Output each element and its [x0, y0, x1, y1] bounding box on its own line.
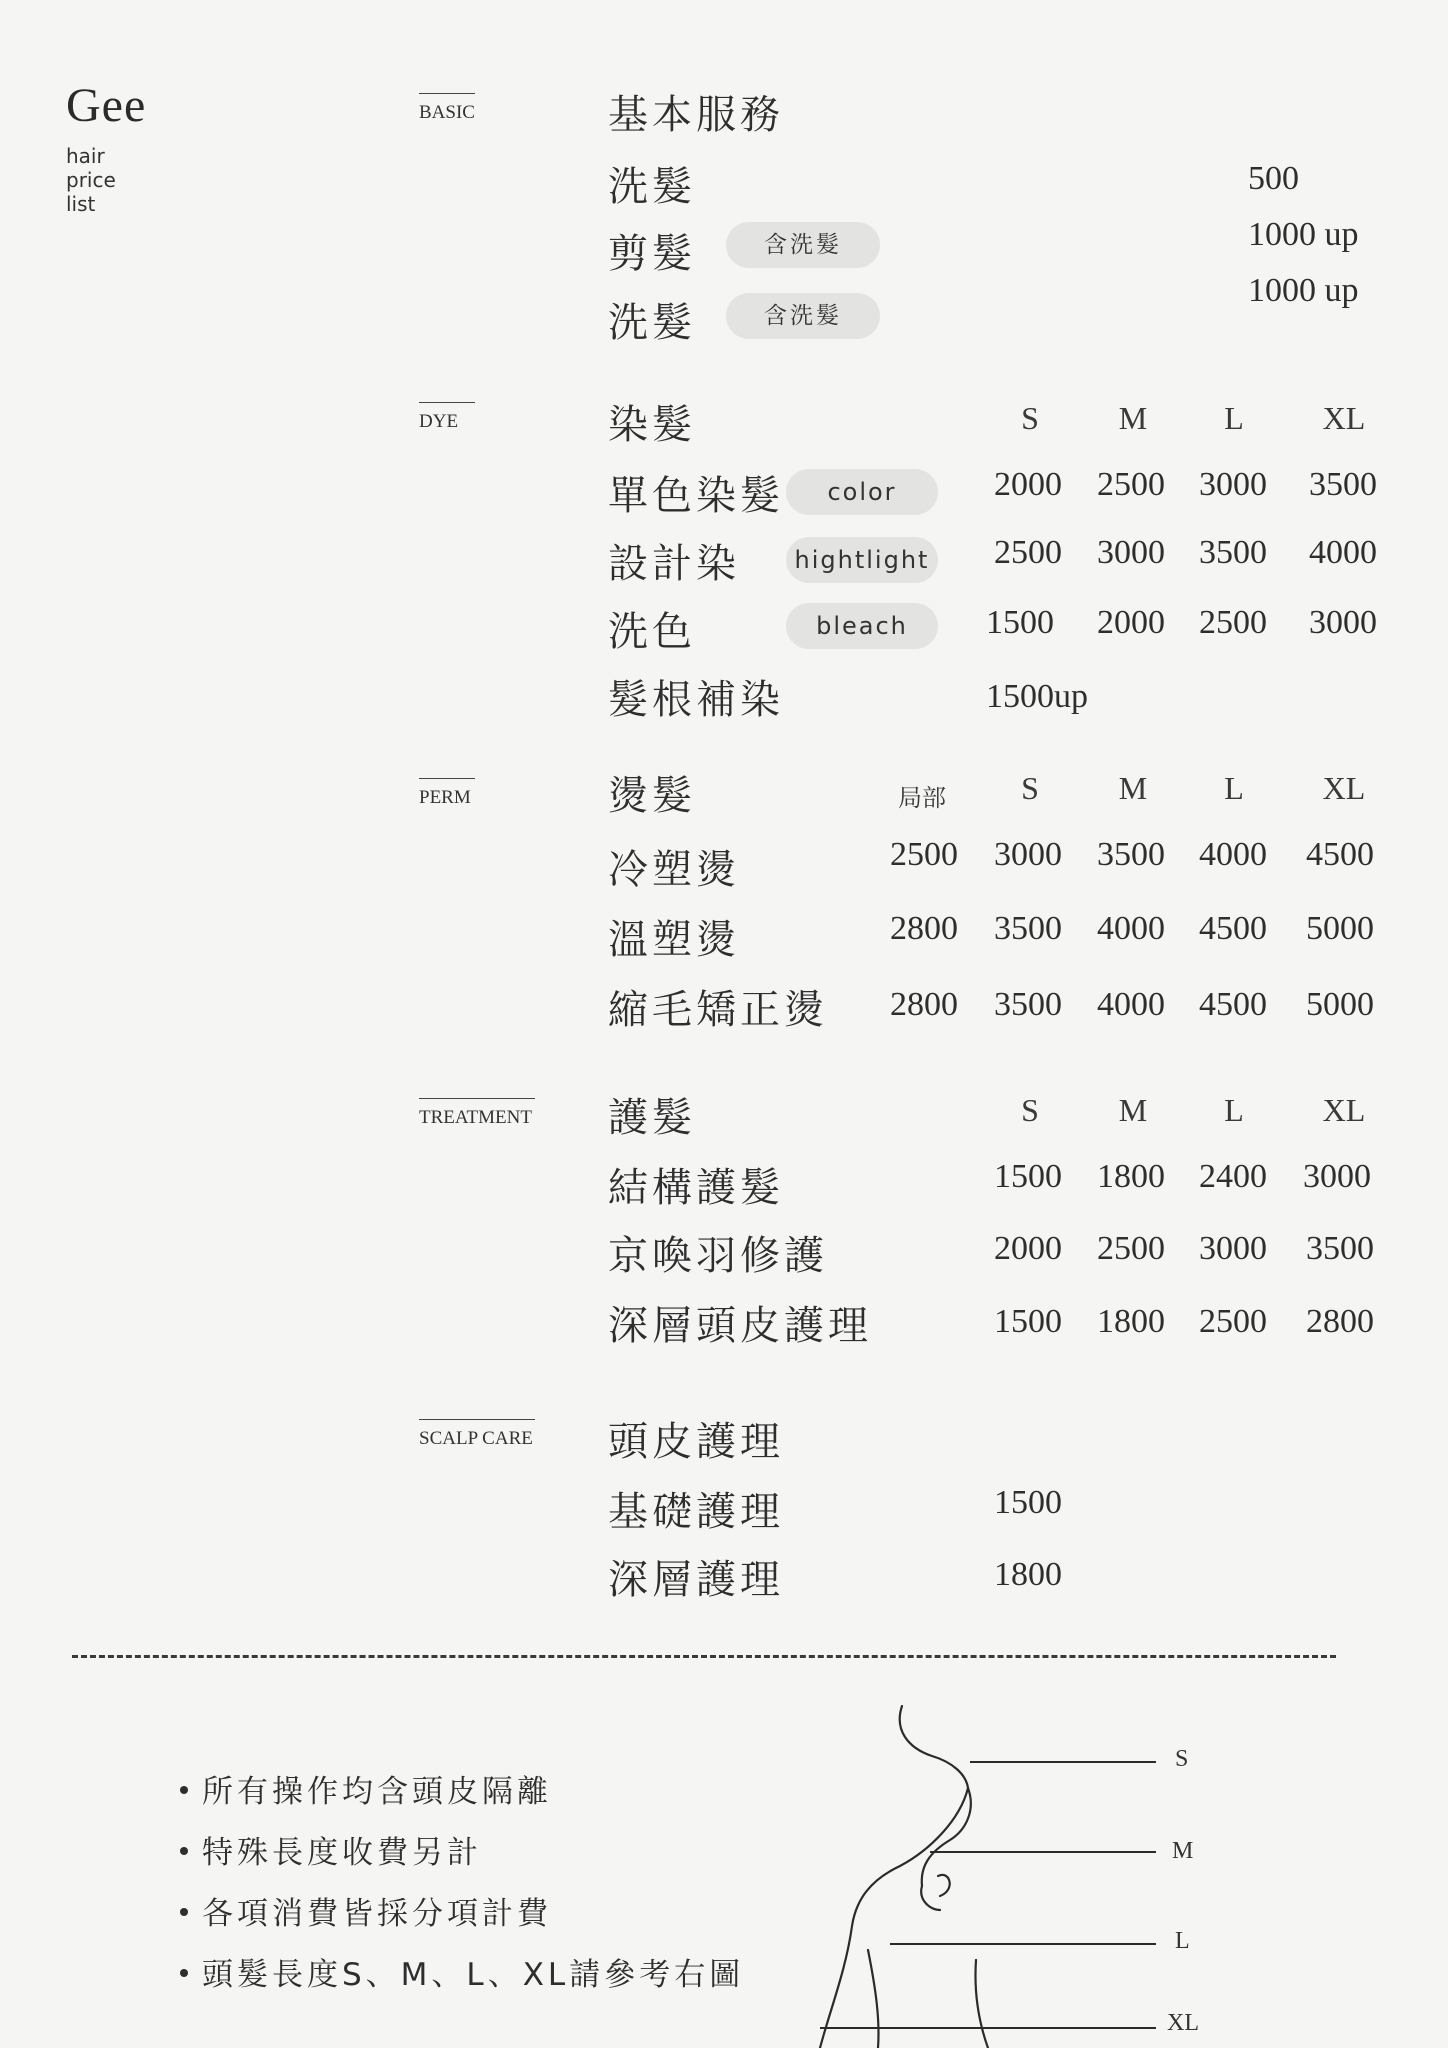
price: 5000	[1306, 910, 1374, 947]
price: 1500	[994, 1303, 1062, 1340]
price: 2500	[890, 836, 958, 873]
note-item	[180, 1949, 744, 1994]
note-text: 特殊長度收費另計	[202, 1835, 482, 1871]
service-name: 深層頭皮護理	[608, 1303, 872, 1349]
price: 1500	[986, 604, 1054, 641]
section-title-treatment: 護髮	[608, 1095, 696, 1141]
service-tag: 含洗髮	[726, 222, 880, 268]
price: 3000	[1303, 1158, 1371, 1195]
size-header: S	[1021, 400, 1039, 436]
size-header: 局部	[898, 784, 946, 812]
bullet-icon	[180, 1847, 188, 1855]
price: 3000	[1309, 604, 1377, 641]
price: 1800	[1097, 1303, 1165, 1340]
size-header: S	[1021, 770, 1039, 806]
section-title-perm: 燙髮	[608, 773, 696, 819]
price: 2400	[1199, 1158, 1267, 1195]
service-tag: 含洗髮	[726, 293, 880, 339]
price: 2500	[1199, 1303, 1267, 1340]
dashed-divider	[72, 1655, 1336, 1658]
service-name: 剪髮	[608, 231, 696, 277]
service-name: 深層護理	[608, 1557, 784, 1603]
price: 4000	[1309, 534, 1377, 571]
size-header: L	[1224, 770, 1244, 806]
price: 3500	[1097, 836, 1165, 873]
section-label-treatment: TREATMENT	[419, 1098, 535, 1129]
service-name: 洗色	[608, 609, 696, 655]
section-label-basic: BASIC	[419, 93, 475, 124]
size-header: XL	[1322, 770, 1366, 806]
price: 2000	[994, 466, 1062, 503]
note-item	[180, 1766, 552, 1811]
note-text: 頭髮長度S、M、L、XL請參考右圖	[202, 1957, 745, 1993]
size-header: XL	[1322, 400, 1366, 436]
service-name: 基礎護理	[608, 1489, 784, 1535]
price: 2500	[1199, 604, 1267, 641]
service-name: 洗髮	[608, 164, 696, 210]
size-header: L	[1224, 400, 1244, 436]
price: 4000	[1097, 986, 1165, 1023]
brand-sub-list: list	[66, 192, 96, 216]
bullet-icon	[180, 1969, 188, 1977]
price: 2000	[994, 1230, 1062, 1267]
section-label-perm: PERM	[419, 778, 475, 809]
service-name: 髮根補染	[608, 677, 784, 723]
brand-sub-hair: hair	[66, 144, 105, 168]
section-label-scalp-care: SCALP CARE	[419, 1419, 535, 1450]
service-name: 結構護髮	[608, 1165, 784, 1211]
price: 2800	[890, 910, 958, 947]
price: 2800	[1306, 1303, 1374, 1340]
service-name: 溫塑燙	[608, 917, 740, 963]
size-header: M	[1118, 400, 1148, 436]
brand-name: Gee	[66, 79, 147, 132]
service-tag: hightlight	[786, 537, 938, 583]
note-text: 所有操作均含頭皮隔離	[202, 1774, 552, 1810]
price: 3500	[1309, 466, 1377, 503]
price: 2800	[890, 986, 958, 1023]
section-title-basic: 基本服務	[608, 92, 784, 138]
service-name: 冷塑燙	[608, 847, 740, 893]
price: 1800	[994, 1556, 1062, 1593]
service-name: 洗髮	[608, 300, 696, 346]
price: 3500	[1199, 534, 1267, 571]
size-guide-label: XL	[1167, 2010, 1199, 2036]
note-text: 各項消費皆採分項計費	[202, 1896, 552, 1932]
price: 3000	[1199, 1230, 1267, 1267]
price: 3000	[994, 836, 1062, 873]
size-header: S	[1021, 1092, 1039, 1128]
price: 1500up	[986, 678, 1088, 715]
price: 2500	[1097, 466, 1165, 503]
hair-length-illustration	[790, 1690, 1210, 2048]
price: 3500	[994, 986, 1062, 1023]
price: 5000	[1306, 986, 1374, 1023]
price: 2500	[994, 534, 1062, 571]
service-name: 單色染髮	[608, 473, 784, 519]
section-label-dye: DYE	[419, 402, 475, 433]
price: 1500	[994, 1158, 1062, 1195]
price: 1000 up	[1248, 272, 1359, 309]
size-guide-label: M	[1172, 1838, 1194, 1864]
price: 2500	[1097, 1230, 1165, 1267]
size-header: M	[1118, 1092, 1148, 1128]
price: 4500	[1306, 836, 1374, 873]
bullet-icon	[180, 1908, 188, 1916]
size-header: L	[1224, 1092, 1244, 1128]
brand-sub-price: price	[66, 168, 116, 192]
price: 3500	[1306, 1230, 1374, 1267]
price: 1000 up	[1248, 216, 1359, 253]
service-name: 設計染	[608, 541, 740, 587]
size-guide-label: L	[1175, 1928, 1190, 1954]
price: 2000	[1097, 604, 1165, 641]
price: 3000	[1097, 534, 1165, 571]
price: 500	[1248, 160, 1299, 197]
price: 1800	[1097, 1158, 1165, 1195]
note-item	[180, 1827, 482, 1872]
service-name: 縮毛矯正燙	[608, 987, 828, 1033]
section-title-scalp-care: 頭皮護理	[608, 1419, 784, 1465]
note-item	[180, 1888, 552, 1933]
size-guide-label: S	[1175, 1746, 1189, 1772]
price: 3000	[1199, 466, 1267, 503]
service-name: 京喚羽修護	[608, 1233, 828, 1279]
service-tag: color	[786, 469, 938, 515]
price: 4000	[1097, 910, 1165, 947]
section-title-dye: 染髮	[608, 402, 696, 448]
price: 3500	[994, 910, 1062, 947]
size-header: M	[1118, 770, 1148, 806]
price: 1500	[994, 1484, 1062, 1521]
bullet-icon	[180, 1786, 188, 1794]
price: 4500	[1199, 986, 1267, 1023]
service-tag: bleach	[786, 603, 938, 649]
price: 4500	[1199, 910, 1267, 947]
size-header: XL	[1322, 1092, 1366, 1128]
price: 4000	[1199, 836, 1267, 873]
